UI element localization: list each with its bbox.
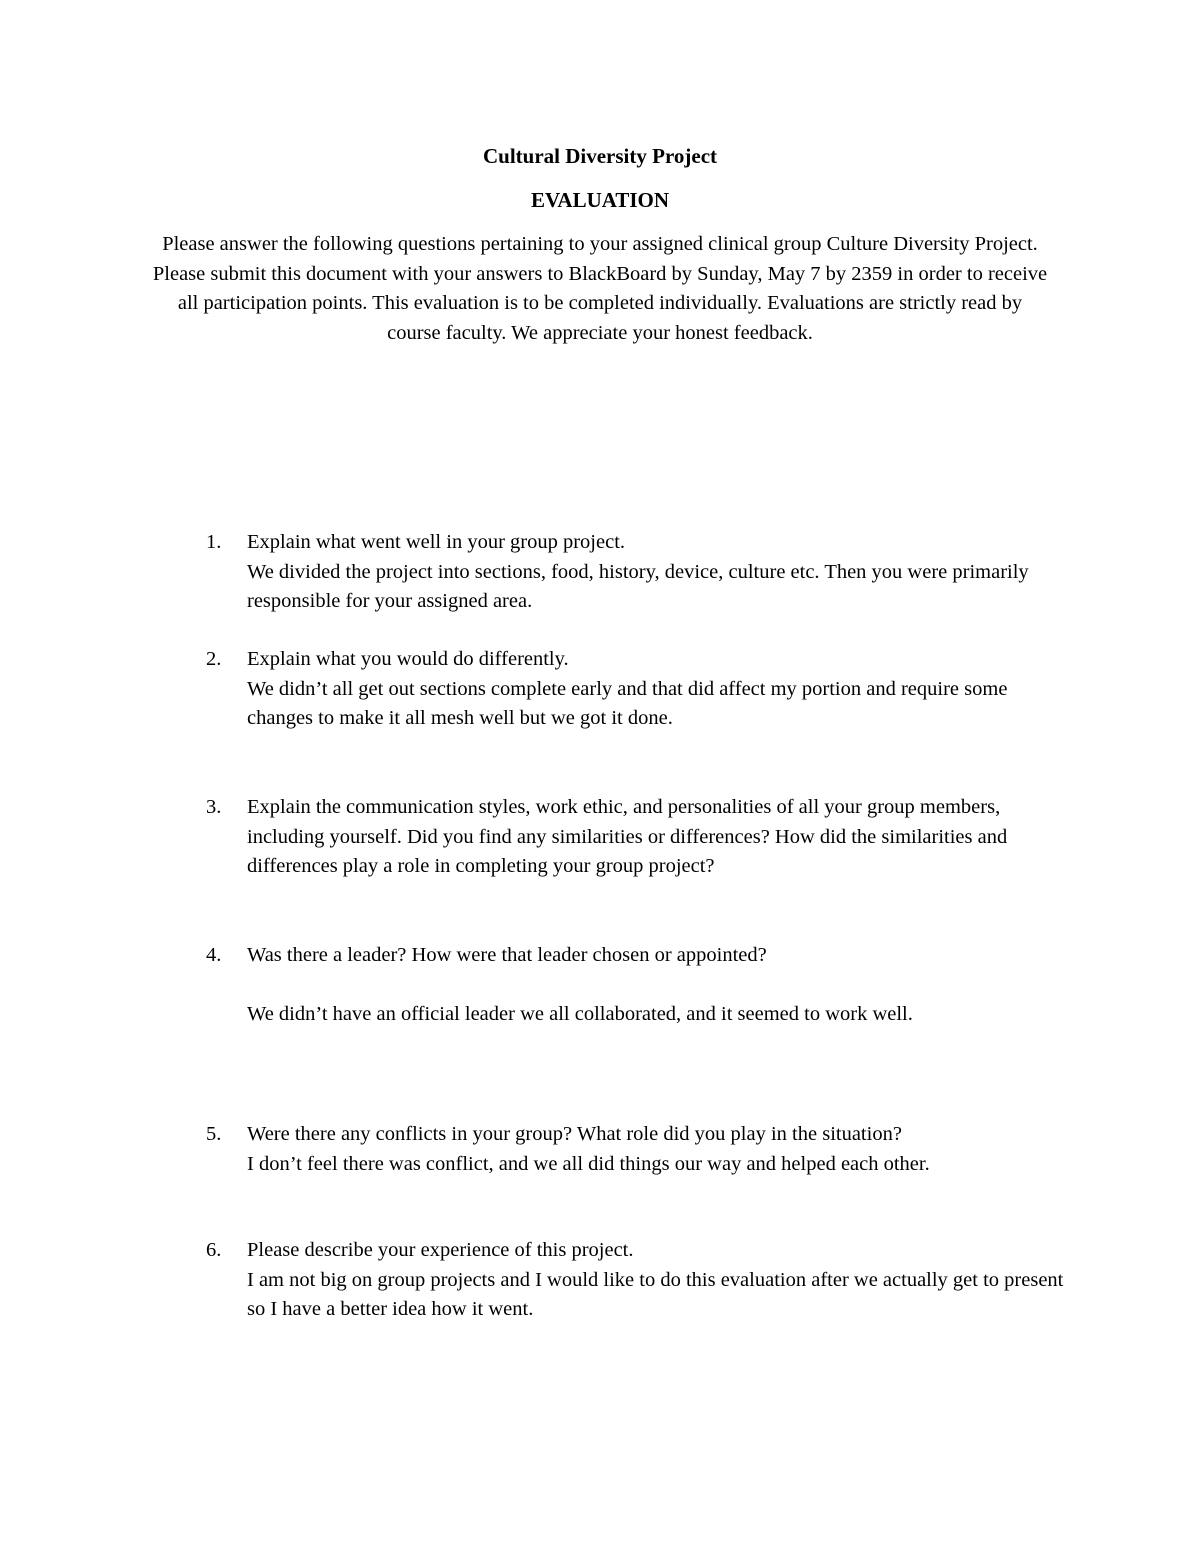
intro-paragraph: Please answer the following questions pertaining to your assigned clinical group Culture Diversity Project. Please submit this document with your answers to BlackBoard by Sunday, May 7 by 2359 in order to receive all participation points. This evaluation is to be completed individually. Evaluations are strictly read by course faculty. We appreciate your honest feedback. <box>152 233 1048 344</box>
question-text: Please describe your experience of this project. <box>247 1239 634 1261</box>
question-number: 2. <box>206 648 222 670</box>
answer-text: We didn’t have an official leader we all collaborated, and it seemed to work well. <box>247 1003 913 1025</box>
question-number: 3. <box>206 796 222 818</box>
question-number: 1. <box>206 531 222 553</box>
document-title: Cultural Diversity Project <box>482 144 718 168</box>
question-text: Explain what went well in your group project. <box>247 531 626 553</box>
answer-text: I am not big on group projects and I would like to do this evaluation after we actually get to present so I have a better idea how it went. <box>247 1268 1064 1320</box>
answer-text: We didn’t all get out sections complete early and that did affect my portion and require some changes to make it all mesh well but we got it done. <box>247 677 1008 729</box>
question-text: Were there any conflicts in your group? What role did you play in the situation? <box>247 1123 902 1145</box>
question-number: 4. <box>206 944 222 966</box>
question-number: 5. <box>206 1123 222 1145</box>
question-text: Explain the communication styles, work ethic, and personalities of all your group members, including yourself. Did you find any similarities or differences? How did the similarities and differences play a role in completing your group project? <box>247 796 1008 877</box>
document-subtitle: EVALUATION <box>530 188 670 212</box>
answer-text: I don’t feel there was conflict, and we all did things our way and helped each other. <box>247 1152 930 1175</box>
answer-text: We divided the project into sections, food, history, device, culture etc. Then you were primarily responsible for your assigned area. <box>247 560 1029 612</box>
question-text: Explain what you would do differently. <box>247 648 569 670</box>
question-text: Was there a leader? How were that leader chosen or appointed? <box>247 944 767 966</box>
question-number: 6. <box>206 1239 222 1261</box>
